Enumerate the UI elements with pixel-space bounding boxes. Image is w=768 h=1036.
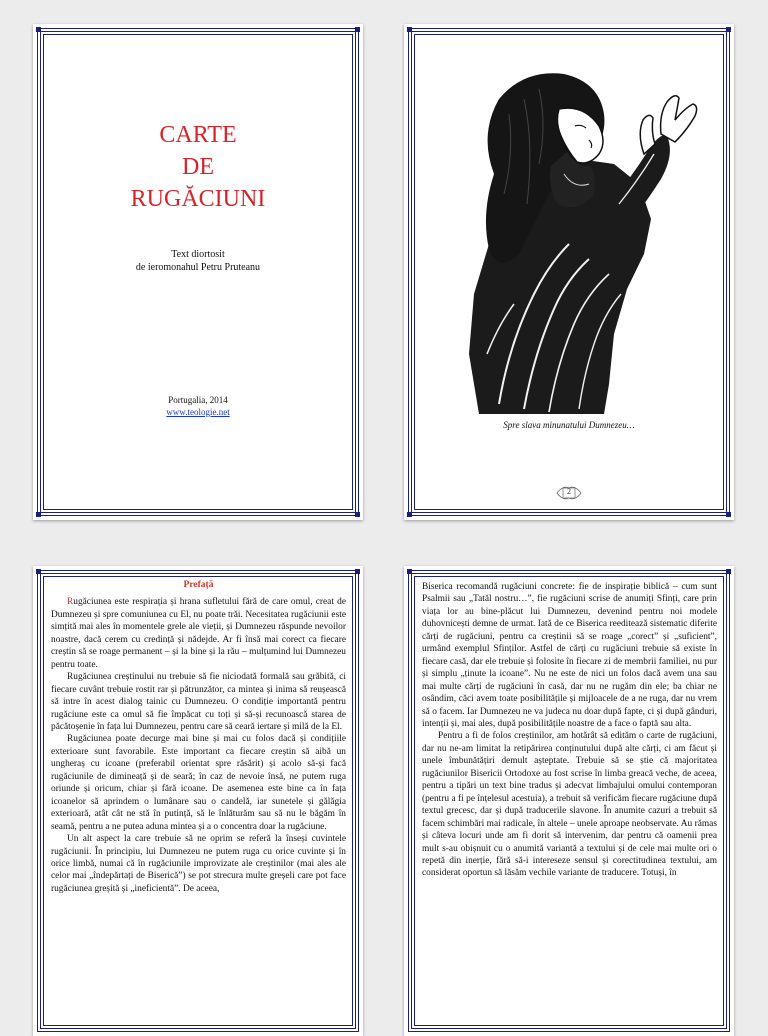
frontispiece-page (404, 24, 734, 520)
border-corner (355, 27, 360, 32)
border-corner (355, 569, 360, 574)
place-year: Portugalia, 2014 (168, 395, 228, 405)
title-line-2: DE (182, 154, 214, 180)
page-number-ornament (553, 483, 585, 503)
title-line-1: CARTE (159, 122, 237, 148)
subtitle-line-2: de ieromonahul Petru Pruteanu (135, 262, 261, 273)
border-corner (407, 512, 412, 517)
paragraph: Pentru a fi de folos creștinilor, am hotărât să edităm o carte de rugăciuni, dar nu ne-am limitat la retipărirea conținutului după alte cărți, ci am făcut și unele îmbunătățiri demult așteptate. Trebuie să se știe că majoritatea rugăciunilor Bisericii Ortodoxe au fost scrise în limba greacă veche, de aceea, pentru a tipări un text bine tradus și adecvat limbajului omului contemporan (pentru a fi pe înțelesul acestuia), a trebuit să verificăm fiecare rugăciune după textul grecesc, dar și după traducerile slavone. În anumite cazuri a trebuit să facem schimbări mai radicale, în altele – unele aproape neobservate. Au rămas și câteva locuri unde am fi dorit să intervenim, dar pentru că oamenii prea mult s-au obișnuit cu o anumită variantă a textului și de cele mai multe ori o repetă din inerție, fără să-i intereseze sensul și corectitudinea textului, am considerat oportun să lăsăm vechile variante de traducere. Totuși, în (422, 731, 717, 879)
border-corner (36, 569, 41, 574)
paragraph: Rugăciunea poate decurge mai bine și mai cu folos dacă și condițiile exterioare sunt favorabile. Este important ca fiecare creștin să aibă un ungheraș cu icoane (preferabil orientat spre răsărit) și acolo să-și facă rugăciunile de dimineață și de seară; în caz de nevoie însă, ne putem ruga oriunde și oricum, chiar și fără icoane. De asemenea este bine ca în fața icoanelor să aprindem o lumânare sau o candelă, iar sunetele și gălăgia exterioară, atât cât ne stă în putință, să le înlăturăm sau să nu le băgăm în seamă, pentru a ne putea aduna mintea și a o concentra doar la rugăciune. (51, 734, 346, 832)
preface-heading: Prefață (183, 580, 214, 590)
continuation-text (422, 581, 717, 1032)
border-corner (355, 512, 360, 517)
cover-page (33, 24, 363, 520)
continuation-page (404, 566, 734, 1036)
border-corner (726, 569, 731, 574)
publication-info (33, 394, 363, 418)
book-title (33, 119, 363, 215)
border-corner (726, 512, 731, 517)
subtitle (33, 248, 363, 274)
border-corner (36, 512, 41, 517)
border-corner (407, 27, 412, 32)
preface-page (33, 566, 363, 1036)
paragraph: Rugăciunea este respirația și hrana sufletului fără de care omul, creat de Dumnezeu și spre comuniunea cu El, nu poate trăi. Necesitatea rugăciunii este simțită mai ales în momentele grele ale vieții, și Dumnezeu răspunde nevoilor noastre, dacă cerem cu credință și nădejde. Ar fi însă mai corect ca fiecare creștin să se roage permanent – și la bine și la rău – mulțumind lui Dumnezeu pentru toate. (51, 597, 346, 670)
page-number: 2 (567, 487, 571, 496)
border-corner (36, 27, 41, 32)
preface-text (51, 579, 346, 1032)
paragraph: Un alt aspect la care trebuie să ne oprim se referă la înseși cuvintele rugăciunii. În principiu, lui Dumnezeu ne putem ruga cu orice cuvinte și în orice limbă, numai că în rugăciunile improvizate ale creștinilor (mai ales ale celor mai „îndepărtați de Biserică”) se pot strecura multe greșeli care pot face rugăciunea greșită și „ineficientă”. De aceea, (51, 834, 346, 894)
title-line-3: RUGĂCIUNI (130, 186, 266, 212)
border-corner (726, 27, 731, 32)
subtitle-line-1: Text diortosit (171, 249, 225, 260)
drop-cap: R (67, 597, 74, 608)
border-corner (407, 569, 412, 574)
website-link[interactable]: www.teologie.net (166, 407, 230, 417)
dedication: Spre slava minunatului Dumnezeu… (503, 420, 635, 430)
paragraph: Rugăciunea creștinului nu trebuie să fie niciodată formală sau grăbită, ci fiecare cuvânt trebuie rostit rar și pătrunzător, ca mintea și inima să reușească să intre în acest dialog tainic cu Dumnezeu. O condiție importantă pentru rugăciune este ca omul să fie împăcat cu toți și să-și recunoască starea de păcătoșenie în fața lui Dumnezeu, pentru care să ceară iertare și milă de la El. (51, 672, 346, 732)
praying-saint-illustration (439, 54, 714, 422)
paragraph: Biserica recomandă rugăciuni concrete: fie de inspirație biblică – cum sunt Psalmii sau „Tatăl nostru…”, fie rugăciuni scrise de anumiți Sfinți, care prin viața lor au bine-plăcut lui Dumnezeu, devenind pentru noi modele duhovnicești demne de urmat. Iată de ce Biserica reeditează sistematic diferite cărți de rugăciuni, pentru ca creștinii să se roage „corect” și „suficient”, urmând exemplul Sfinților. Astfel de cărți cu rugăciuni trebuie să existe în fiecare casă, dar ele trebuie și folosite în fiecare zi de membrii familiei, nu pur și simplu „ținute la icoane”. Nu ne este de nici un folos dacă avem una sau mai multe cărți de rugăciuni în casă, dar nu ne rugăm din ele; ba chiar ne osândim, căci avem toate posibilitățile și mijloacele de a ne ruga, dar nu vrem să o facem. Iar Dumnezeu ne va judeca nu doar după fapte, ci și după gânduri, intenții și, mai ales, după posibilitățile noastre de a face o faptă sau alta. (422, 582, 717, 729)
